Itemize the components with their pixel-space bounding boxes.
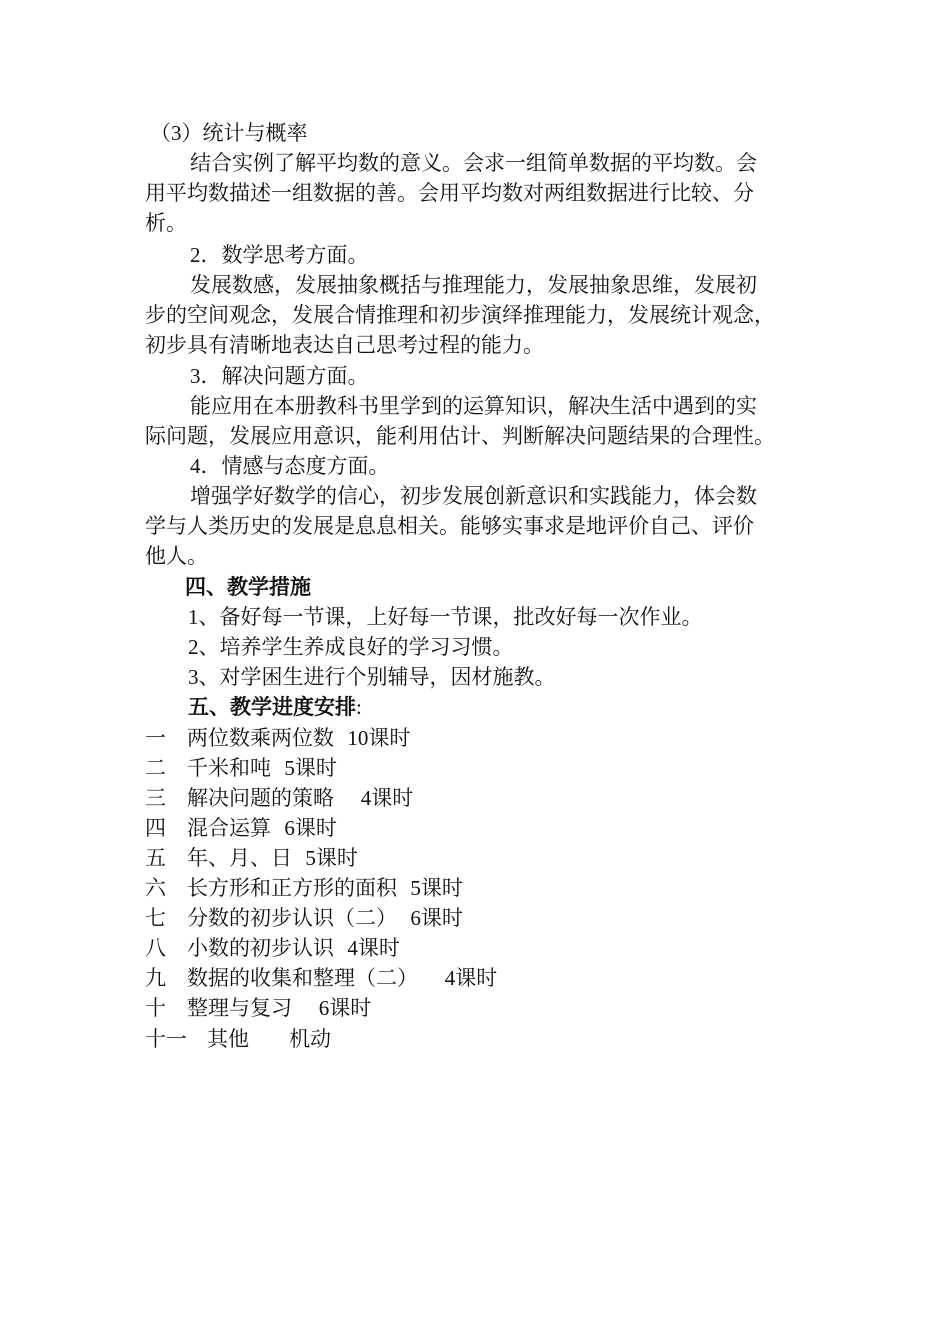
schedule-row [145,723,410,753]
schedule-row-unit: 长方形和正方形的面积 [187,876,397,900]
problem-heading-num: 3． [190,364,222,388]
schedule-row-gap [334,936,347,960]
schedule-row [145,873,463,903]
schedule-row [145,963,497,993]
schedule-row [145,813,337,843]
measures-item-1-text: 、备好每一节课，上好每一节课，批改好每一次作业。 [198,605,703,629]
schedule-row-index: 十 [145,996,166,1020]
thinking-heading-num: 2． [190,243,222,267]
schedule-row-unit: 数据的收集和整理（二） [187,966,418,990]
measures-heading: 四、教学措施 [185,575,311,599]
schedule-row-index: 七 [145,906,166,930]
problem-heading [190,361,369,391]
schedule-row-index: 五 [145,846,166,870]
emotion-heading-text: 情感与态度方面。 [221,454,390,478]
schedule-row-hours-num: 6 [284,816,295,840]
measures-item-2-text: 、培养学生养成良好的学习习惯。 [198,635,514,659]
schedule-row-index: 八 [145,936,166,960]
emotion-para-line-3: 他人。 [145,544,208,568]
thinking-heading-text: 数学思考方面。 [221,243,369,267]
schedule-row-unit: 小数的初步认识 [187,936,334,960]
schedule-row-hours-num: 6 [410,906,421,930]
schedule-row-hours-unit: 课时 [357,936,400,960]
schedule-row-gap [397,906,410,930]
stats-heading-text: 统计与概率 [202,121,308,145]
schedule-row-unit: 整理与复习 [187,996,292,1020]
schedule-row-hours-unit: 课时 [455,966,498,990]
schedule-row-index: 九 [145,966,166,990]
schedule-row-gap [418,966,445,990]
schedule-row-hours-num: 6 [318,996,330,1020]
schedule-row-hours-unit: 课时 [368,726,411,750]
measures-item-2 [188,632,514,662]
problem-para-line-2: 际问题，发展应用意识，能利用估计、判断解决问题结果的合理性。 [145,424,775,448]
schedule-row [145,783,413,813]
schedule-row-gap [271,816,284,840]
measures-item-1 [188,602,703,632]
schedule-row-gap [249,1027,289,1051]
schedule-row-hours-unit: 课时 [420,876,463,900]
measures-item-3 [188,662,556,692]
measures-item-1-num: 1 [188,605,199,629]
schedule-row-hours-unit: 课时 [420,906,463,930]
schedule-row-unit: 年、月、日 [187,846,292,870]
schedule-row [145,843,358,873]
schedule-row-hours-num: 4 [347,936,358,960]
schedule-row-hours-unit: 课时 [371,786,414,810]
schedule-row-unit: 两位数乘两位数 [187,726,334,750]
stats-heading [150,118,308,148]
schedule-row-index: 三 [145,786,166,810]
problem-para-line-1: 能应用在本册教科书里学到的运算知识，解决生活中遇到的实 [190,394,757,418]
schedule-row-hours-num: 4 [444,966,456,990]
thinking-para-line-1: 发展数感，发展抽象概括与推理能力，发展抽象思维，发展初 [190,273,757,297]
schedule-row-unit: 分数的初步认识（二） [187,906,397,930]
schedule-row-hours-unit: 课时 [294,816,337,840]
schedule-heading-text: 五、教学进度安排 [188,695,356,719]
schedule-row-hours-unit: 课时 [329,996,372,1020]
schedule-row-gap [397,876,410,900]
schedule-row [145,1024,331,1054]
schedule-row-index: 四 [145,816,166,840]
schedule-row-hours-unit: 机动 [289,1027,332,1051]
schedule-row-unit: 其他 [207,1027,249,1051]
schedule-row-gap [292,846,305,870]
schedule-row-unit: 解决问题的策略 [187,786,334,810]
schedule-row-gap [334,786,361,810]
schedule-row-index: 十一 [145,1027,187,1051]
thinking-heading [190,240,369,270]
schedule-row-gap [334,726,347,750]
measures-item-3-num: 3 [188,665,199,689]
schedule-row-unit: 千米和吨 [187,756,271,780]
schedule-row-hours-num: 5 [410,876,421,900]
stats-para-line-1: 结合实例了解平均数的意义。会求一组简单数据的平均数。会 [190,151,757,175]
emotion-heading-num: 4． [190,454,222,478]
schedule-heading [188,692,362,722]
measures-item-2-num: 2 [188,635,199,659]
schedule-row-hours-num: 4 [360,786,372,810]
emotion-para-line-1: 增强学好数学的信心，初步发展创新意识和实践能力，体会数 [190,484,757,508]
problem-heading-text: 解决问题方面。 [221,364,369,388]
schedule-row-gap [271,756,284,780]
schedule-row-hours-unit: 课时 [294,756,337,780]
schedule-row-index: 二 [145,756,166,780]
schedule-row [145,993,371,1023]
schedule-row [145,933,400,963]
stats-para-line-2: 用平均数描述一组数据的善。会用平均数对两组数据进行比较、分 [145,181,754,205]
stats-para-line-3: 析。 [145,211,187,235]
emotion-para-line-2: 学与人类历史的发展是息息相关。能够实事求是地评价自己、评价 [145,514,754,538]
thinking-para-line-2: 步的空间观念，发展合情推理和初步演绎推理能力，发展统计观念， [145,303,775,327]
schedule-heading-suffix: : [356,695,362,719]
schedule-row-gap [292,996,319,1020]
schedule-row-index: 一 [145,726,166,750]
measures-item-3-text: 、对学困生进行个别辅导，因材施教。 [198,665,556,689]
schedule-row-unit: 混合运算 [187,816,271,840]
schedule-row [145,903,463,933]
stats-heading-prefix: （3） [150,121,203,145]
emotion-heading [190,451,390,481]
schedule-row [145,753,337,783]
schedule-row-index: 六 [145,876,166,900]
thinking-para-line-3: 初步具有清晰地表达自己思考过程的能力。 [145,333,544,357]
schedule-row-hours-num: 10 [347,726,369,750]
schedule-row-hours-unit: 课时 [315,846,358,870]
schedule-row-hours-num: 5 [284,756,295,780]
schedule-row-hours-num: 5 [305,846,316,870]
